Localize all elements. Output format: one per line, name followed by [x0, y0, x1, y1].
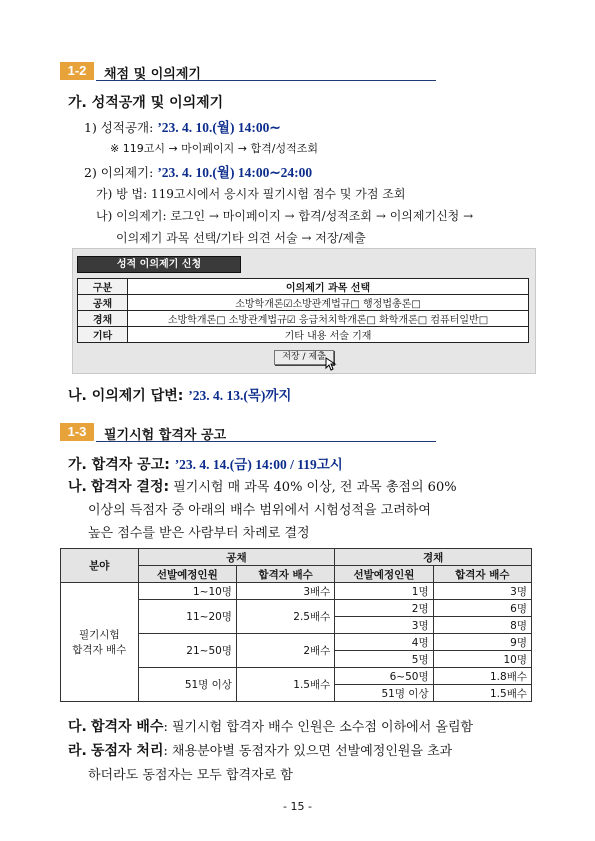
gyeongchae-quota-header: 선발예정인원 — [335, 566, 433, 583]
pass-decision-text: 필기시험 매 과목 40% 이상, 전 과목 총점의 60% — [173, 480, 457, 495]
tie-handling-text: : 채용분야별 동점자가 있으면 선발예정인원을 초과 — [163, 744, 453, 759]
pass-decision-label: 나. — [68, 479, 87, 495]
gongchae-quota: 1~10명 — [138, 583, 236, 600]
appeal-answer-title: 이의제기 답변: — [91, 388, 184, 404]
appeal-steps-line2: 이의제기 과목 선택/기타 의견 서술 → 저장/제출 — [116, 231, 366, 245]
gongchae-quota: 11~20명 — [138, 600, 236, 634]
appeal-header-row — [78, 279, 529, 295]
appeal-header-category: 구분 — [78, 279, 128, 295]
appeal-period-line — [84, 161, 312, 181]
tie-handling-title: 동점자 처리 — [90, 743, 164, 759]
gyeongchae-quota: 1명 — [335, 583, 433, 600]
gongchae-quota-header: 선발예정인원 — [138, 566, 236, 583]
gongchae-ratio-header: 합격자 배수 — [236, 566, 334, 583]
mouse-cursor-icon — [325, 357, 337, 371]
section-underline — [96, 80, 436, 81]
ratio-rounding-label: 다. — [68, 719, 87, 735]
appeal-period-date: ’23. 4. 10.(월) 14:00∼24:00 — [157, 165, 313, 180]
section-title: 채점 및 이의제기 — [104, 67, 201, 82]
gongchae-header: 공채 — [138, 549, 335, 566]
pass-ratio-table — [60, 548, 532, 702]
gongchae-ratio: 3배수 — [236, 583, 334, 600]
ratio-rounding-title: 합격자 배수 — [90, 719, 164, 735]
gongchae-ratio: 1.5배수 — [236, 668, 334, 702]
gyeongchae-ratio: 6명 — [433, 600, 531, 617]
row-label-line2: 합격자 배수 — [72, 644, 127, 656]
appeal-period-label: 2) 이의제기: — [84, 165, 154, 180]
pass-decision-line1 — [68, 476, 457, 496]
tie-handling-label: 라. — [68, 743, 87, 759]
gyeongchae-quota: 6~50명 — [335, 668, 433, 685]
row-label — [61, 583, 139, 702]
row-label-line1: 필기시험 — [79, 629, 120, 641]
pass-decision-line3: 높은 점수를 받은 사람부터 차례로 결정 — [88, 526, 310, 541]
appeal-form-title: 성적 이의제기 신청 — [77, 256, 241, 273]
score-release-label: 1) 성적공개: — [84, 120, 154, 135]
appeal-answer-label: 나. — [68, 388, 87, 404]
appeal-subject-checkboxes[interactable]: 소방학개론☑소방관계법규□ 행정법총론□ — [128, 295, 529, 311]
appeal-steps-line1: 나) 이의제기: 로그인 → 마이페이지 → 합격/성적조회 → 이의제기신청 → — [96, 209, 474, 223]
field-header: 분야 — [61, 549, 139, 583]
pass-announce-date: ’23. 4. 14.(금) 14:00 / 119고시 — [174, 457, 343, 472]
section-number-badge: 1-2 — [60, 62, 94, 80]
gongchae-quota: 51명 이상 — [138, 668, 236, 702]
gyeongchae-header: 경채 — [335, 549, 532, 566]
gyeongchae-ratio: 1.8배수 — [433, 668, 531, 685]
pass-decision-line2: 이상의 득점자 중 아래의 배수 범위에서 시험성적을 고려하여 — [88, 503, 431, 518]
tie-handling-line1 — [68, 740, 452, 760]
gyeongchae-quota: 51명 이상 — [335, 685, 433, 702]
subsection-title: 성적공개 및 이의제기 — [91, 95, 224, 111]
appeal-row-gyeongchae — [78, 311, 529, 327]
appeal-form-table — [77, 278, 529, 343]
method-label: 가) 방 법: — [96, 187, 148, 201]
appeal-form-panel — [72, 248, 536, 374]
gyeongchae-quota: 4명 — [335, 634, 433, 651]
score-release-line — [84, 116, 281, 136]
gyeongchae-ratio: 9명 — [433, 634, 531, 651]
gongchae-ratio: 2배수 — [236, 634, 334, 668]
section-title: 필기시험 합격자 공고 — [104, 428, 227, 443]
pass-announce-heading — [68, 453, 343, 474]
appeal-header-subjects: 이의제기 과목 선택 — [128, 279, 529, 295]
pass-decision-title: 합격자 결정: — [90, 479, 170, 495]
tie-handling-line2: 하더라도 동점자는 모두 합격자로 함 — [88, 768, 293, 783]
navigation-note: ※ 119고시 → 마이페이지 → 합격/성적조회 — [110, 142, 318, 155]
appeal-row-label: 기타 — [78, 327, 128, 343]
subsection-label: 가. — [68, 95, 87, 111]
other-comment-field[interactable]: 기타 내용 서술 기재 — [128, 327, 529, 343]
subsection-heading — [68, 92, 223, 112]
gyeongchae-ratio: 1.5배수 — [433, 685, 531, 702]
save-submit-button[interactable]: 저장 / 제출 — [274, 350, 334, 365]
gongchae-quota: 21~50명 — [138, 634, 236, 668]
pass-announce-title: 합격자 공고: — [91, 457, 170, 473]
section-underline — [96, 441, 436, 442]
appeal-row-label: 공채 — [78, 295, 128, 311]
gyeongchae-quota: 2명 — [335, 600, 433, 617]
appeal-row-other — [78, 327, 529, 343]
gyeongchae-ratio: 8명 — [433, 617, 531, 634]
appeal-row-label: 경채 — [78, 311, 128, 327]
gongchae-ratio: 2.5배수 — [236, 600, 334, 634]
gyeongchae-ratio: 3명 — [433, 583, 531, 600]
gyeongchae-ratio-header: 합격자 배수 — [433, 566, 531, 583]
gyeongchae-quota: 5명 — [335, 651, 433, 668]
method-text: 119고시에서 응시자 필기시험 점수 및 가점 조회 — [150, 187, 406, 201]
appeal-subject-checkboxes[interactable]: 소방학개론□ 소방관계법규☑ 응급처치학개론□ 화학개론□ 컴퓨터일반□ — [128, 311, 529, 327]
method-line — [96, 185, 405, 202]
ratio-rounding-text: : 필기시험 합격자 배수 인원은 소수점 이하에서 올림함 — [163, 720, 474, 735]
appeal-answer-heading — [68, 384, 291, 405]
gyeongchae-ratio: 10명 — [433, 651, 531, 668]
section-number-badge: 1-3 — [60, 423, 94, 441]
page-number: - 15 - — [283, 800, 312, 813]
appeal-row-gongchae — [78, 295, 529, 311]
ratio-rounding-line — [68, 716, 473, 736]
appeal-answer-date: ’23. 4. 13.(목)까지 — [188, 388, 292, 403]
score-release-date: ’23. 4. 10.(월) 14:00∼ — [157, 120, 281, 135]
pass-announce-label: 가. — [68, 457, 87, 473]
table-row — [61, 583, 532, 600]
gyeongchae-quota: 3명 — [335, 617, 433, 634]
